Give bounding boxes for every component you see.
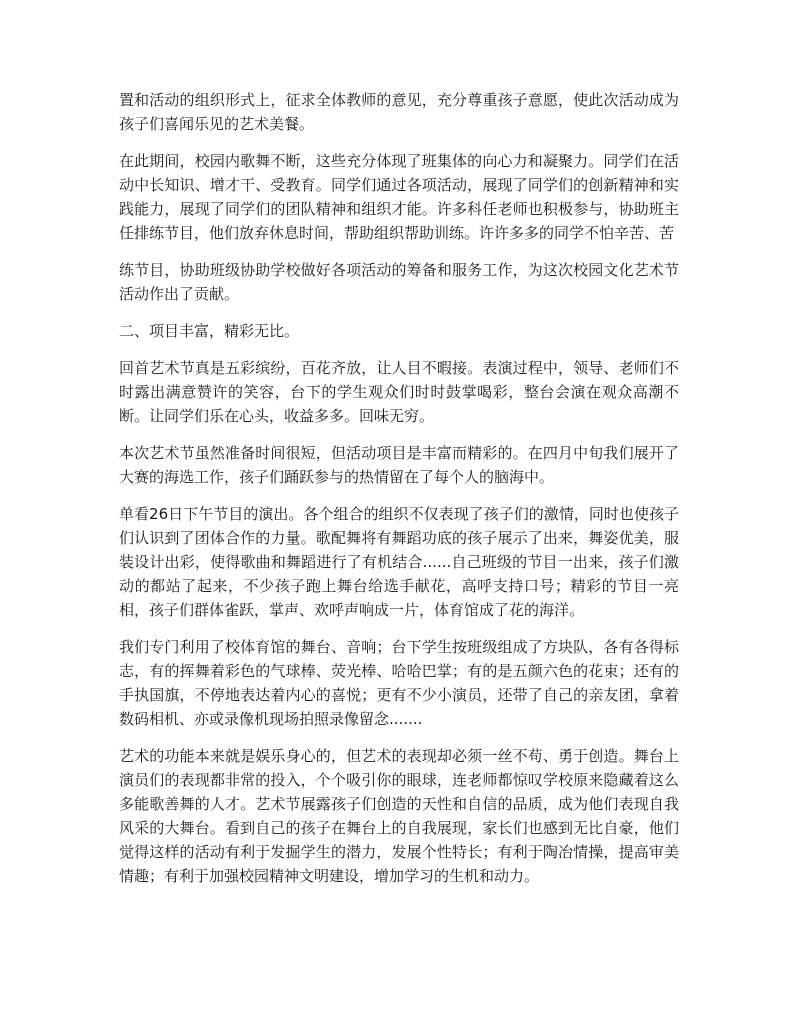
document-body — [119, 88, 679, 901]
paragraph-2: 在此期间，校园内歌舞不断，这些充分体现了班集体的向心力和凝聚力。同学们在活动中长知识、增才干、受教育。同学们通过各项活动，展现了同学们的创新精神和实践能力，展现了同学们的团队精神和组织才能。许多科任老师也积极参与，协助班主任排练节目，他们放弃休息时间，帮助组织帮助训练。许许多多的同学不怕辛苦、苦 — [119, 152, 679, 242]
paragraph-1: 置和活动的组织形式上，征求全体教师的意见，充分尊重孩子意愿，使此次活动成为孩子们喜闻乐见的艺术美餐。 — [119, 91, 679, 133]
paragraph-8: 我们专门利用了校体育馆的舞台、音响；台下学生按班级组成了方块队，各有各得标志，有的挥舞着彩色的气球棒、荧光棒、哈哈巴掌；有的是五颜六色的花束；还有的手执国旗，不停地表达着内心的喜悦；更有不少小演员，还带了自己的亲友团，拿着数码相机、亦或录像机现场拍照录像留念....... — [119, 638, 679, 728]
paragraph-5: 回首艺术节真是五彩缤纷，百花齐放，让人目不暇接。表演过程中，领导、老师们不时露出满意赞许的笑容，台下的学生观众们时时鼓掌喝彩，整台会演在观众高潮不断。让同学们乐在心头，收益多多。回味无穷。 — [119, 359, 679, 425]
paragraph-6: 本次艺术节虽然准备时间很短，但活动项目是丰富而精彩的。在四月中旬我们展开了大赛的海选工作，孩子们踊跃参与的热情留在了每个人的脑海中。 — [119, 444, 679, 486]
paragraph-9: 艺术的功能本来就是娱乐身心的，但艺术的表现却必须一丝不苟、勇于创造。舞台上演员们的表现都非常的投入，个个吸引你的眼球，连老师都惊叹学校原来隐藏着这么多能歌善舞的人才。艺术节展露孩子们创造的天性和自信的品质，成为他们表现自我风采的大舞台。看到自己的孩子在舞台上的自我展现，家长们也感到无比自豪，他们觉得这样的活动有利于发掘学生的潜力，发展个性特长；有利于陶冶情操，提高审美情趣；有利于加强校园精神文明建设，增加学习的生机和动力。 — [119, 747, 679, 885]
section-heading: 二、项目丰富，精彩无比。 — [119, 322, 300, 340]
paragraph-3: 练节目，协助班级协助学校做好各项活动的筹备和服务工作，为这次校园文化艺术节活动作出了贡献。 — [119, 261, 679, 303]
paragraph-7: 单看26日下午节目的演出。各个组合的组织不仅表现了孩子们的激情，同时也使孩子们认识到了团体合作的力量。歌配舞将有舞蹈功底的孩子展示了出来，舞姿优美，服装设计出彩，使得歌曲和舞蹈进行了有机结合......自己班级的节目一出来，孩子们激动的都站了起来，不少孩子跑上舞台给选手献花，高呼支持口号；精彩的节目一亮相，孩子们群体雀跃，掌声、欢呼声响成一片，体育馆成了花的海洋。 — [119, 505, 679, 619]
